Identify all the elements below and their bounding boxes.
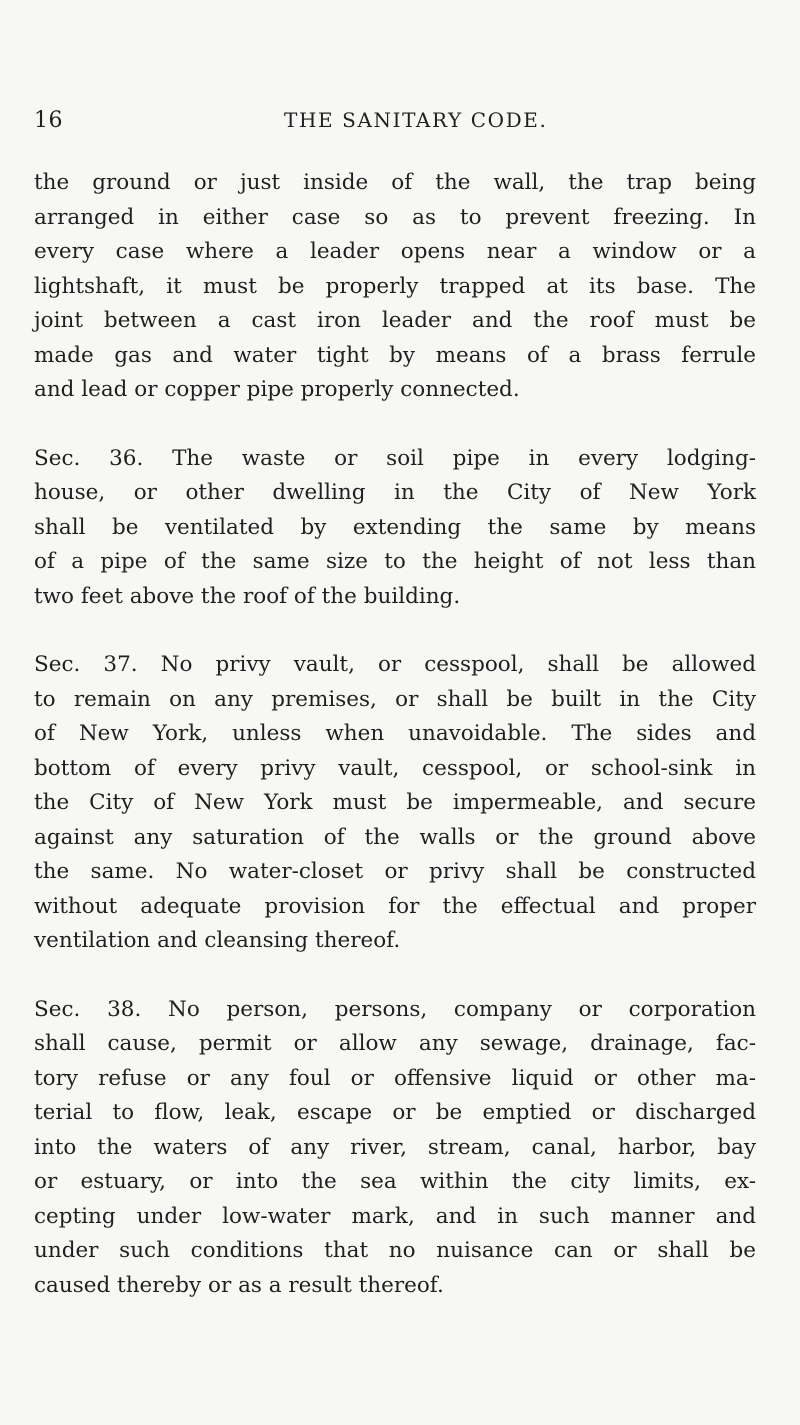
paragraph-gap xyxy=(34,408,756,442)
text-line: of New York, unless when unavoidable. The sides and xyxy=(34,721,756,746)
text-line: tory refuse or any foul or offensive liquid or other ma- xyxy=(34,1065,756,1091)
text-line: terial to flow, leak, escape or be emptied or discharged xyxy=(34,1100,756,1125)
text-line: shall cause, permit or allow any sewage, drainage, fac- xyxy=(34,1031,756,1056)
text-line: under such conditions that no nuisance can or shall be xyxy=(34,1238,756,1263)
text-line: bottom of every privy vault, cesspool, or school-sink in xyxy=(34,755,756,781)
paragraph-gap xyxy=(34,959,756,993)
text-line: arranged in either case so as to prevent freezing. In xyxy=(34,204,756,230)
text-line: to remain on any premises, or shall be built in the City xyxy=(34,686,756,712)
text-line: Sec. 37. No privy vault, or cesspool, shall be allowed xyxy=(34,652,756,677)
text-line: lightshaft, it must be properly trapped at its base. The xyxy=(34,273,756,299)
text-line: and lead or copper pipe properly connected. xyxy=(34,377,520,402)
text-line: Sec. 36. The waste or soil pipe in every lodging- xyxy=(34,445,756,471)
text-line: joint between a cast iron leader and the roof must be xyxy=(34,308,756,333)
text-line: caused thereby or as a result thereof. xyxy=(34,1272,444,1298)
text-line: the City of New York must be impermeable, and secure xyxy=(34,790,756,815)
text-line: against any saturation of the walls or the ground above xyxy=(34,824,756,850)
text-line: the same. No water-closet or privy shall be constructed xyxy=(34,859,756,884)
page-header xyxy=(34,108,754,136)
text-line: or estuary, or into the sea within the city limits, ex- xyxy=(34,1169,756,1194)
paragraph-sec-37 xyxy=(34,648,756,959)
paragraph-sec-36 xyxy=(34,442,756,615)
text-line: every case where a leader opens near a window or a xyxy=(34,239,756,264)
text-line: the ground or just inside of the wall, the trap being xyxy=(34,170,756,195)
text-line: into the waters of any river, stream, canal, harbor, bay xyxy=(34,1134,756,1160)
text-line: made gas and water tight by means of a brass ferrule xyxy=(34,342,756,368)
paragraph-gap xyxy=(34,614,756,648)
text-line: house, or other dwelling in the City of New York xyxy=(34,480,756,505)
running-title: THE SANITARY CODE. xyxy=(284,108,548,132)
text-line: two feet above the roof of the building. xyxy=(34,583,461,609)
text-line: of a pipe of the same size to the height of not less than xyxy=(34,549,756,574)
text-line: without adequate provision for the effectual and proper xyxy=(34,893,756,919)
text-line: Sec. 38. No person, persons, company or corporation xyxy=(34,996,756,1022)
paragraph-sec-38 xyxy=(34,993,756,1304)
paragraph-continuation xyxy=(34,166,756,408)
page-body xyxy=(34,166,756,1303)
text-line: cepting under low-water mark, and in such manner and xyxy=(34,1203,756,1229)
page-number: 16 xyxy=(34,108,63,133)
text-line: ventilation and cleansing thereof. xyxy=(34,928,401,953)
text-line: shall be ventilated by extending the same by means xyxy=(34,514,756,540)
